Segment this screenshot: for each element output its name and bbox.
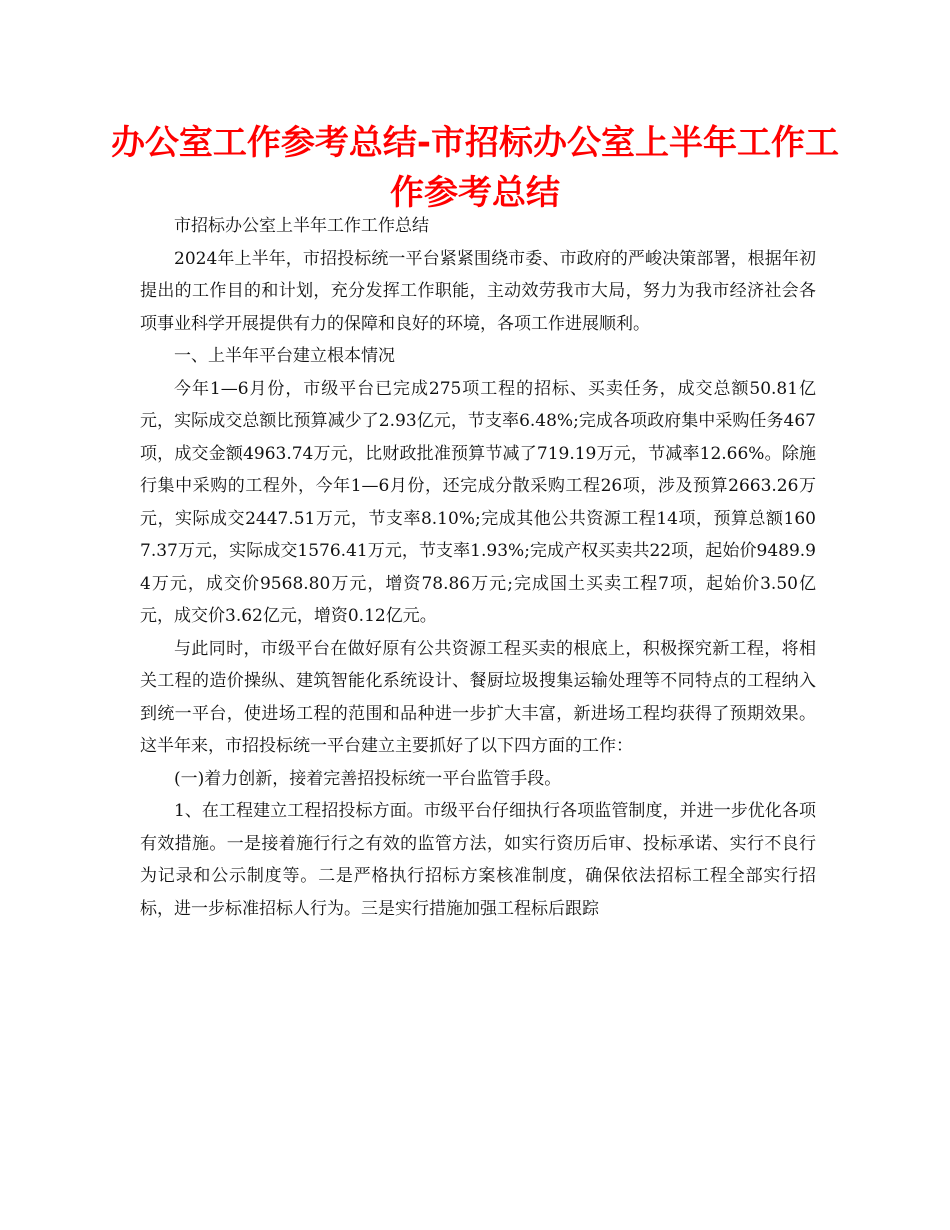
subsection-heading-1: (一)着力创新，接着完善招投标统一平台监管手段。 — [174, 768, 562, 789]
paragraph-statistics: 今年1—6月份，市级平台已完成275项工程的招标、买卖任务，成交总额50.81亿元，实际成交总额比预算减少了2.93亿元，节支率6.48%;完成各项政府集中采购任务467项，成交金额4963.74万元，比财政批准预算节减了719.19万元，节减率12.66%。除施行集中采购的工程外，今年1—6月份，还完成分散采购工程26项，涉及预算2663.26万元，实际成交2447.51万元，节支率8.10%;完成其他公共资源工程14项，预算总额1607.37万元，实际成交1576.41万元，节支率1.93%;完成产权买卖共22项，起始价9489.94万元，成交价9568.80万元，增资78.86万元;完成国土买卖工程7项，起始价3.50亿元，成交价3.62亿元，增资0.12亿元。 — [140, 378, 816, 626]
paragraph-intro: 2024年上半年，市招投标统一平台紧紧围绕市委、市政府的严峻决策部署，根据年初提出的工作目的和计划，充分发挥工作职能，主动效劳我市大局，努力为我市经济社会各项事业科学开展提供有力的保障和良好的环境，各项工作进展顺利。 — [140, 248, 816, 334]
paragraph-subtitle: 市招标办公室上半年工作工作总结 — [174, 216, 429, 236]
document-title: 办公室工作参考总结-市招标办公室上半年工作工作参考总结 — [110, 123, 840, 213]
paragraph-item-1: 1、在工程建立工程招投标方面。市级平台仔细执行各项监管制度，并进一步优化各项有效措施。一是接着施行行之有效的监管方法，如实行资历后审、投标承诺、实行不良行为记录和公示制度等。二是严格执行招标方案核准制度，确保依法招标工程全部实行招标，进一步标准招标人行为。三是实行措施加强工程标后跟踪 — [140, 801, 816, 919]
paragraph-new-projects: 与此同时，市级平台在做好原有公共资源工程买卖的根底上，积极探究新工程，将相关工程的造价操纵、建筑智能化系统设计、餐厨垃圾搜集运输处理等不同特点的工程纳入到统一平台，使进场工程的范围和品种进一步扩大丰富，新进场工程均获得了预期效果。这半年来，市招投标统一平台建立主要抓好了以下四方面的工作： — [140, 638, 816, 756]
section-heading-1: 一、上半年平台建立根本情况 — [174, 346, 395, 366]
document-body — [140, 210, 816, 925]
